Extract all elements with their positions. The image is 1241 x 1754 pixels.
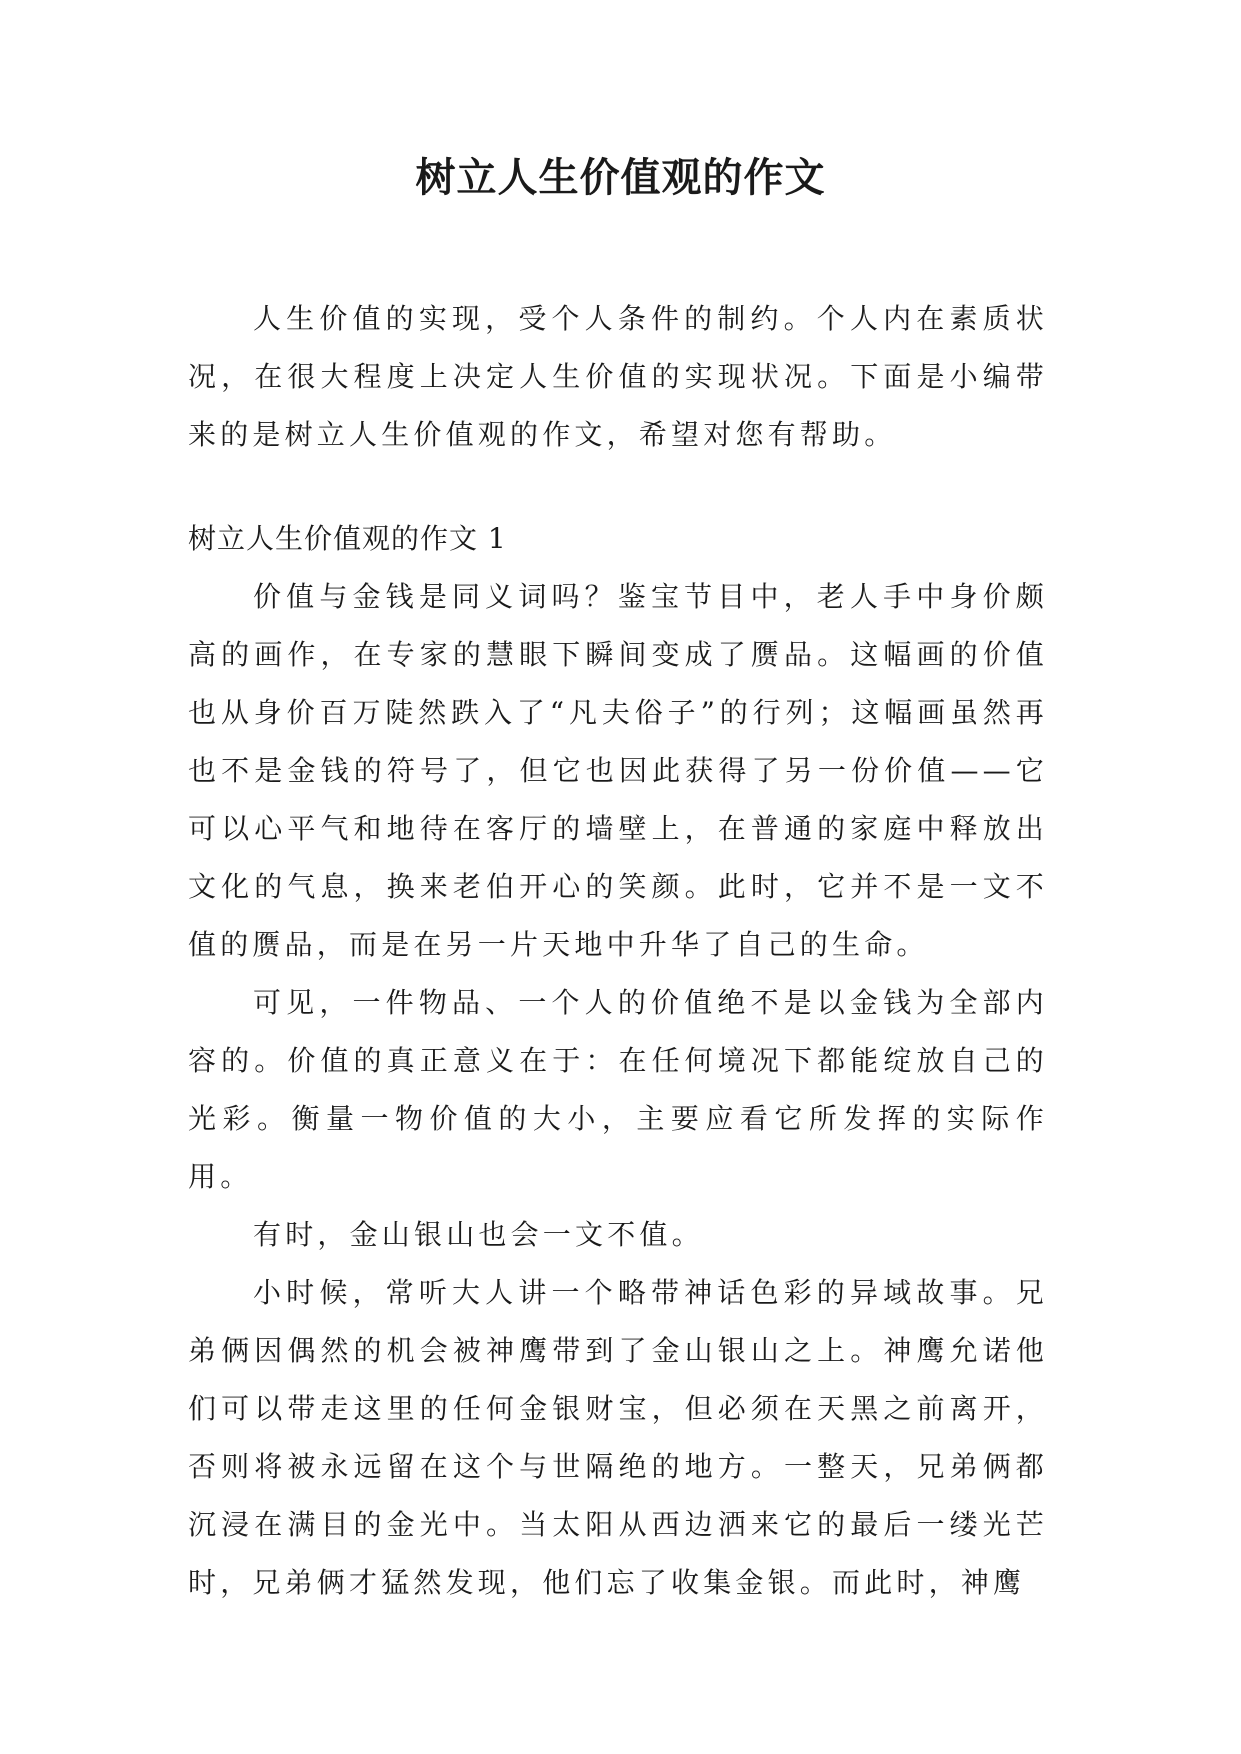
body-paragraph: 小时候，常听大人讲一个略带神话色彩的异域故事。兄弟俩因偶然的机会被神鹰带到了金山银山之上。神鹰允诺他们可以带走这里的任何金银财宝，但必须在天黑之前离开，否则将被永远留在这个与世隔绝的地方。一整天，兄弟俩都沉浸在满目的金光中。当太阳从西边洒来它的最后一缕光芒时，兄弟俩才猛然发现，他们忘了收集金银。而此时，神鹰 bbox=[188, 1276, 1048, 1599]
document-title: 树立人生价值观的作文 bbox=[415, 154, 826, 201]
body-paragraph: 价值与金钱是同义词吗？鉴宝节目中，老人手中身价颇高的画作，在专家的慧眼下瞬间变成了赝品。这幅画的价值也从身价百万陡然跌入了“凡夫俗子”的行列；这幅画虽然再也不是金钱的符号了，但它也因此获得了另一份价值——它可以心平气和地待在客厅的墙壁上，在普通的家庭中释放出文化的气息，换来老伯开心的笑颜。此时，它并不是一文不值的赝品，而是在另一片天地中升华了自己的生命。 bbox=[188, 580, 1048, 961]
document-body bbox=[188, 290, 1048, 1612]
body-paragraph: 可见，一件物品、一个人的价值绝不是以金钱为全部内容的。价值的真正意义在于：在任何境况下都能绽放自己的光彩。衡量一物价值的大小，主要应看它所发挥的实际作用。 bbox=[188, 986, 1048, 1193]
section-spacer bbox=[188, 464, 1048, 510]
intro-paragraph: 人生价值的实现，受个人条件的制约。个人内在素质状况，在很大程度上决定人生价值的实现状况。下面是小编带来的是树立人生价值观的作文，希望对您有帮助。 bbox=[188, 302, 1048, 451]
body-paragraph: 有时，金山银山也会一文不值。 bbox=[253, 1218, 704, 1251]
section-heading: 树立人生价值观的作文 1 bbox=[188, 522, 507, 555]
